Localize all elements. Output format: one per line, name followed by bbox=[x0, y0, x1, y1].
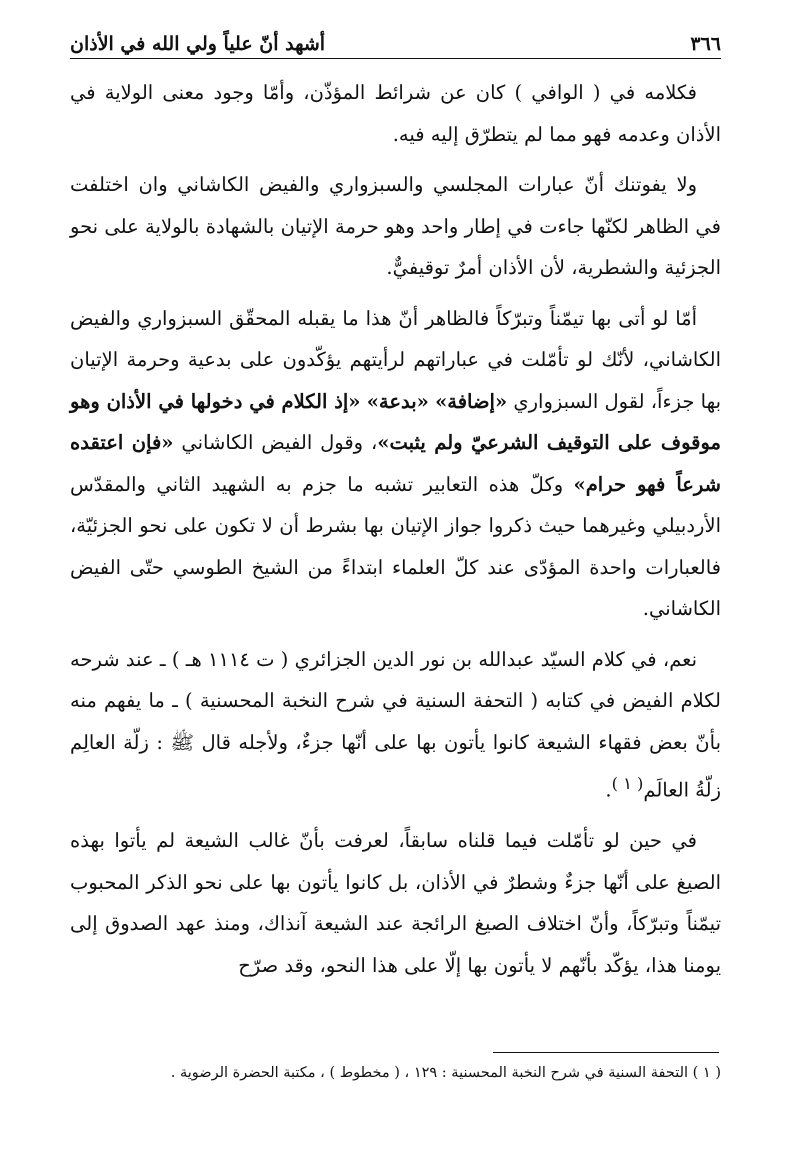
paragraph-4: نعم، في كلام السيّد عبدالله بن نور الدين الجزائري ( ت ١١١٤ هـ ) ـ عند شرحه لكلام الفيض في كتابه ( التحفة السنية في شرح النخبة المحسنية ) ـ ما يفهم منه بأنّ بعض فقهاء الشيعة كانوا يأتون بها على أنّها جزءٌ، ولأجله قال ﷺ : زلّة العالِم زلّةُ العالَم$^{( ١ )}$. bbox=[70, 647, 721, 802]
body-text bbox=[70, 72, 721, 995]
page-number: ٣٦٦ bbox=[690, 33, 721, 55]
quote-kashani: «فإن اعتقده شرعاً فهو حرام» bbox=[70, 431, 721, 496]
quote-bida: «بدعة» bbox=[366, 389, 429, 413]
paragraph-5: في حين لو تأمّلت فيما قلناه سابقاً، لعرفت بأنّ غالب الشيعة لم يأتوا بهذه الصيغ على أنّها جزءٌ وشطرٌ في الأذان، بل كانوا يأتون بها على نحو الذكر المحبوب تيمّناً وتبرّكاً، وأنّ اختلاف الصيغ الرائجة عند الشيعة آنذاك، ومنذ عهد الصدوق إلى يومنا هذا، يؤكّد بأنّهم لا يأتون بها إلّا على هذا النحو، وقد صرّح bbox=[70, 829, 721, 977]
footnote: ( ١ ) التحفة السنية في شرح النخبة المحسنية : ١٢٩ ، ( مخطوط ) ، مكتبة الحضرة الرضوية . bbox=[170, 1065, 721, 1081]
paragraph-2: ولا يفوتنك أنّ عبارات المجلسي والسبزواري والفيض الكاشاني وان اختلفت في الظاهر لكنّها جاءت في إطار واحد وهو حرمة الإتيان بالشهادة بالولاية على نحو الجزئية والشطرية، لأن الأذان أمرٌ توقيفيٌّ. bbox=[70, 173, 721, 279]
running-header bbox=[70, 26, 721, 59]
quote-sabzawari: «إذ الكلام في دخولها في الأذان وهو موقوف على التوقيف الشرعيّ ولم يثبت» bbox=[70, 389, 721, 454]
paragraph-3 bbox=[70, 298, 721, 630]
paragraph-3-part-2: ، وقول الفيض الكاشاني bbox=[181, 431, 378, 454]
paragraph-1: فكلامه في ( الوافي ) كان عن شرائط المؤذّن، وأمّا وجود معنى الولاية في الأذان وعدمه فهو مما لم يتطرّق إليه فيه. bbox=[70, 81, 721, 146]
footnote-separator bbox=[493, 1052, 719, 1053]
paragraph-4-text: نعم، في كلام السيّد عبدالله بن نور الدين الجزائري ( ت ١١١٤ هـ ) ـ عند شرحه لكلام الفيض في كتابه ( التحفة السنية في شرح النخبة المحسنية ) ـ ما يفهم منه بأنّ بعض فقهاء الشيعة كانوا يأتون بها على أنّها جزءٌ، ولأجله قال ﷺ : زلّة العالِم زلّةُ العالَم bbox=[70, 647, 721, 802]
paragraph-3-part-3: وكلّ هذه التعابير تشبه ما جزم به الشهيد الثاني والمقدّس الأردبيلي وغيرهما حيث ذكروا جواز الإتيان بها بشرط أن لا تكون على نحو الجزئيّة، فالعبارات واحدة المؤدّى عند كلّ العلماء ابتداءً من الشيخ الطوسي حتّى الفيض الكاشاني. bbox=[70, 472, 721, 620]
running-title: أشهد أنّ علياً ولي الله في الأذان bbox=[70, 33, 326, 55]
quote-idafa: «إضافة» bbox=[435, 389, 508, 413]
footnote-reference[interactable]: ( ١ ) bbox=[611, 774, 644, 793]
paragraph-3-part-1: أمّا لو أتى بها تيمّناً وتبرّكاً فالظاهر أنّ هذا ما يقبله المحقّق السبزواري والفيض الكاشاني، لأنّك لو تأمّلت في عباراتهم لرأيتهم يؤكّدون على بدعية وحرمة الإتيان بها جزءاً، لقول السبزواري bbox=[70, 306, 722, 413]
